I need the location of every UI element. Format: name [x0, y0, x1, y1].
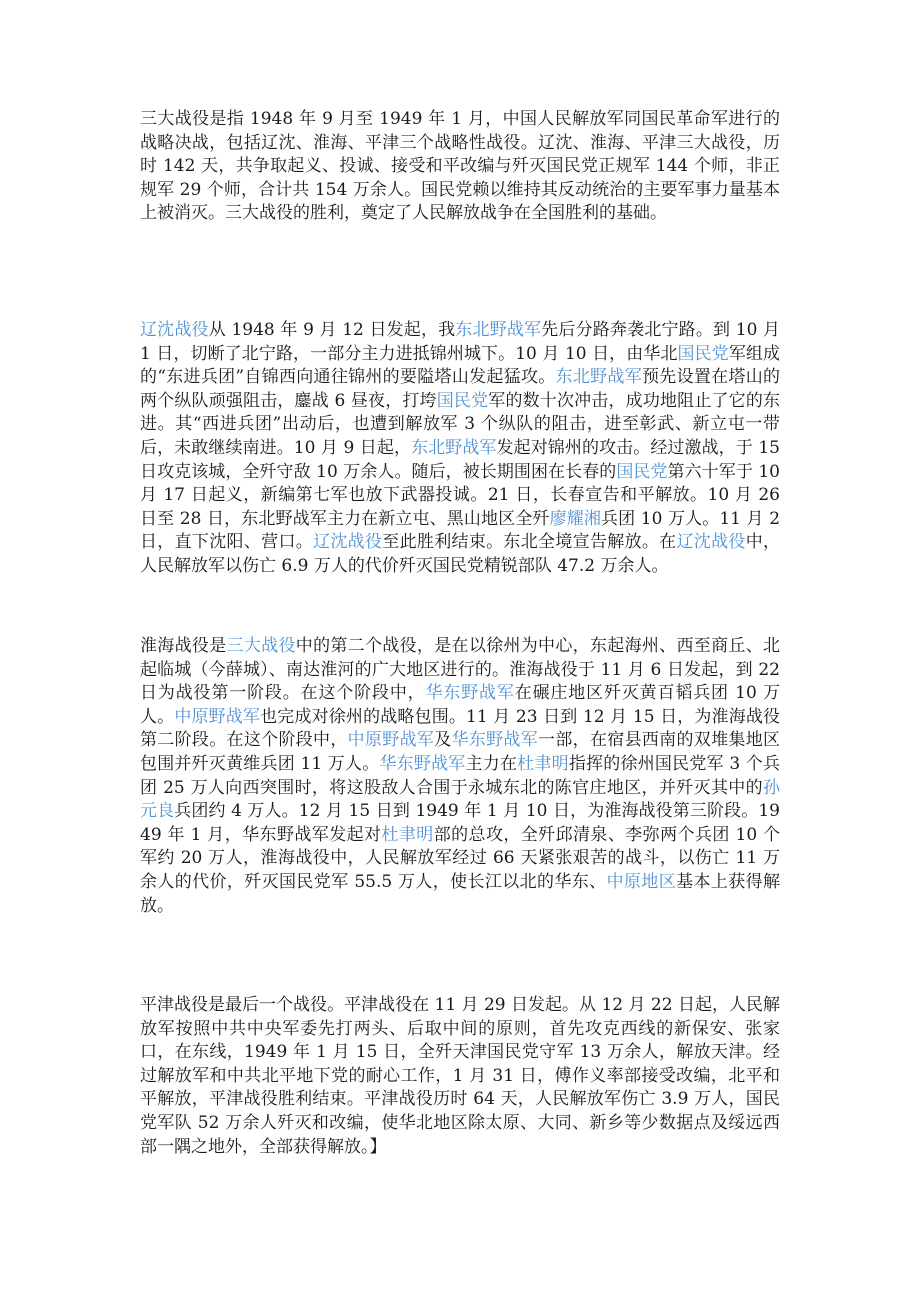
- hyperlink[interactable]: 杜聿明: [381, 824, 434, 845]
- text-run: 在碾庄地区歼灭黄百韬兵团 10 万人。: [140, 683, 781, 727]
- hyperlink[interactable]: 东北野战军: [455, 320, 542, 340]
- text-run: 也完成对徐州的战略包围。11 月 23 日到 12 月 15 日，为淮海战役第二阶段。在这个阶段中，: [140, 706, 781, 751]
- text-run: 基本上获得解放。: [140, 871, 780, 916]
- text-run: 至此胜利结束。东北全境宣告解放。在: [382, 532, 677, 553]
- hyperlink[interactable]: 国民党: [436, 390, 489, 411]
- hyperlink[interactable]: 中原野战军: [174, 706, 261, 727]
- paragraph-liaoshen: [140, 319, 780, 579]
- text-run: 发起对锦州的攻击。经过激战，于 15 日攻克该城，全歼守敌 10 万余人。随后，被长期围困在长春的: [140, 437, 780, 482]
- text-run: 从 1948 年 9 月 12 日发起，我: [208, 320, 456, 340]
- hyperlink[interactable]: 华东野战军: [379, 753, 466, 774]
- hyperlink[interactable]: 孙元良: [140, 777, 780, 822]
- text-run: 中的第二个战役，是在以徐州为中心，东起海州、西至商丘、北起临城（今薛城）、南达淮河的广大地区进行的。淮海战役于 11 月 6 日发起，到 22 日为战役第一阶段。在这个阶段中，: [140, 636, 781, 704]
- hyperlink[interactable]: 廖耀湘: [549, 508, 601, 529]
- text-run: 一部，在宿县西南的双堆集地区包围并歼灭黄维兵团 11 万人。: [140, 730, 781, 774]
- hyperlink[interactable]: 东北野战军: [555, 367, 642, 388]
- text-run: 中，人民解放军以伤亡 6.9 万人的代价歼灭国民党精锐部队 47.2 万余人。: [140, 532, 781, 576]
- text-run: 先后分路奔袭北宁路。到 10 月 1 日，切断了北宁路，一部分主力进抵锦州城下。10 月 10 日，由华北: [140, 320, 781, 364]
- hyperlink[interactable]: 中原地区: [606, 871, 677, 892]
- hyperlink[interactable]: 中原野战军: [347, 730, 435, 751]
- text-run: 预先设置在塔山的两个纵队顽强阻击，鏖战 6 昼夜，打垮: [140, 367, 781, 411]
- text-run: 军的数十次冲击，成功地阻止了它的东进。其“西进兵团”出动后，也遭到解放军 3 个纵队的阻击，进至彰武、新立屯一带后，未敢继续南进。10 月 9 日起，: [140, 390, 781, 458]
- text-run: 兵团 10 万人。11 月 2 日，直下沈阳、营口。: [140, 508, 781, 553]
- text-run: 主力在: [465, 753, 518, 774]
- hyperlink[interactable]: 辽沈战役: [676, 532, 746, 553]
- hyperlink[interactable]: 三大战役: [226, 636, 296, 656]
- hyperlink[interactable]: 华东野战军: [451, 730, 539, 751]
- hyperlink[interactable]: 杜聿明: [517, 753, 569, 774]
- paragraph-pingjin: [140, 994, 780, 1159]
- text-run: 第六十军于 10 月 17 日起义，新编第七军也放下武器投诚。21 日，长春宣告和平解放。10 月 26 日至 28 日，东北野战军主力在新立屯、黑山地区全歼: [140, 461, 780, 529]
- paragraph-intro: [140, 108, 780, 226]
- text-run: 平津战役是最后一个战役。平津战役在 11 月 29 日发起。从 12 月 22 日起，人民解放军按照中共中央军委先打两头、后取中间的原则，首先攻克西线的新保安、张家口，在东线，1949 年 1 月 15 日，全歼天津国民党守军 13 万余人，解放天津。经过解放军和中共北平地下党的耐心工作，1 月 31 日，傅作义率部接受改编，北平和平解放，平津战役胜利结束。平津战役历时 64 天，人民解放军伤亡 3.9 万人，国民党军队 52 万余人歼灭和改编，使华北地区除太原、大同、新乡等少数据点及绥远西部一隅之地外，全部获得解放。】: [140, 995, 780, 1157]
- hyperlink[interactable]: 华东野战军: [425, 683, 515, 704]
- hyperlink[interactable]: 国民党: [616, 461, 668, 482]
- hyperlink[interactable]: 东北野战军: [411, 437, 497, 458]
- text-run: 兵团约 4 万人。12 月 15 日到 1949 年 1 月 10 日，为淮海战役第三阶段。1949 年 1 月，华东野战军发起对: [140, 801, 780, 845]
- text-run: 军组成的“东进兵团”自锦西向通往锦州的要隘塔山发起猛攻。: [140, 343, 781, 388]
- text-run: 部的总攻，全歼邱清泉、李弥两个兵团 10 个军约 20 万人，淮海战役中，人民解放军经过 66 天紧张艰苦的战斗，以伤亡 11 万余人的代价，歼灭国民党军 55.5 万人，使长江以北的华东、: [140, 824, 780, 892]
- paragraph-huaihai: [140, 635, 780, 918]
- text-run: 三大战役是指 1948 年 9 月至 1949 年 1 月，中国人民解放军同国民革命军进行的战略决战，包括辽沈、淮海、平津三个战略性战役。辽沈、淮海、平津三大战役，历时 142 天，共争取起义、投诚、接受和平改编与歼灭国民党正规军 144 个师，非正规军 29 个师，合计共 154 万余人。国民党赖以维持其反动统治的主要军事力量基本上被消灭。三大战役的胜利，奠定了人民解放战争在全国胜利的基础。: [140, 109, 780, 224]
- text-run: 淮海战役是: [140, 636, 227, 656]
- hyperlink[interactable]: 辽沈战役: [140, 320, 209, 340]
- text-run: 及: [434, 730, 452, 751]
- hyperlink[interactable]: 国民党: [677, 343, 729, 364]
- text-run: 指挥的徐州国民党军 3 个兵团 25 万人向西突围时，将这股敌人合围于永城东北的陈官庄地区，并歼灭其中的: [140, 753, 781, 798]
- hyperlink[interactable]: 辽沈战役: [313, 532, 383, 553]
